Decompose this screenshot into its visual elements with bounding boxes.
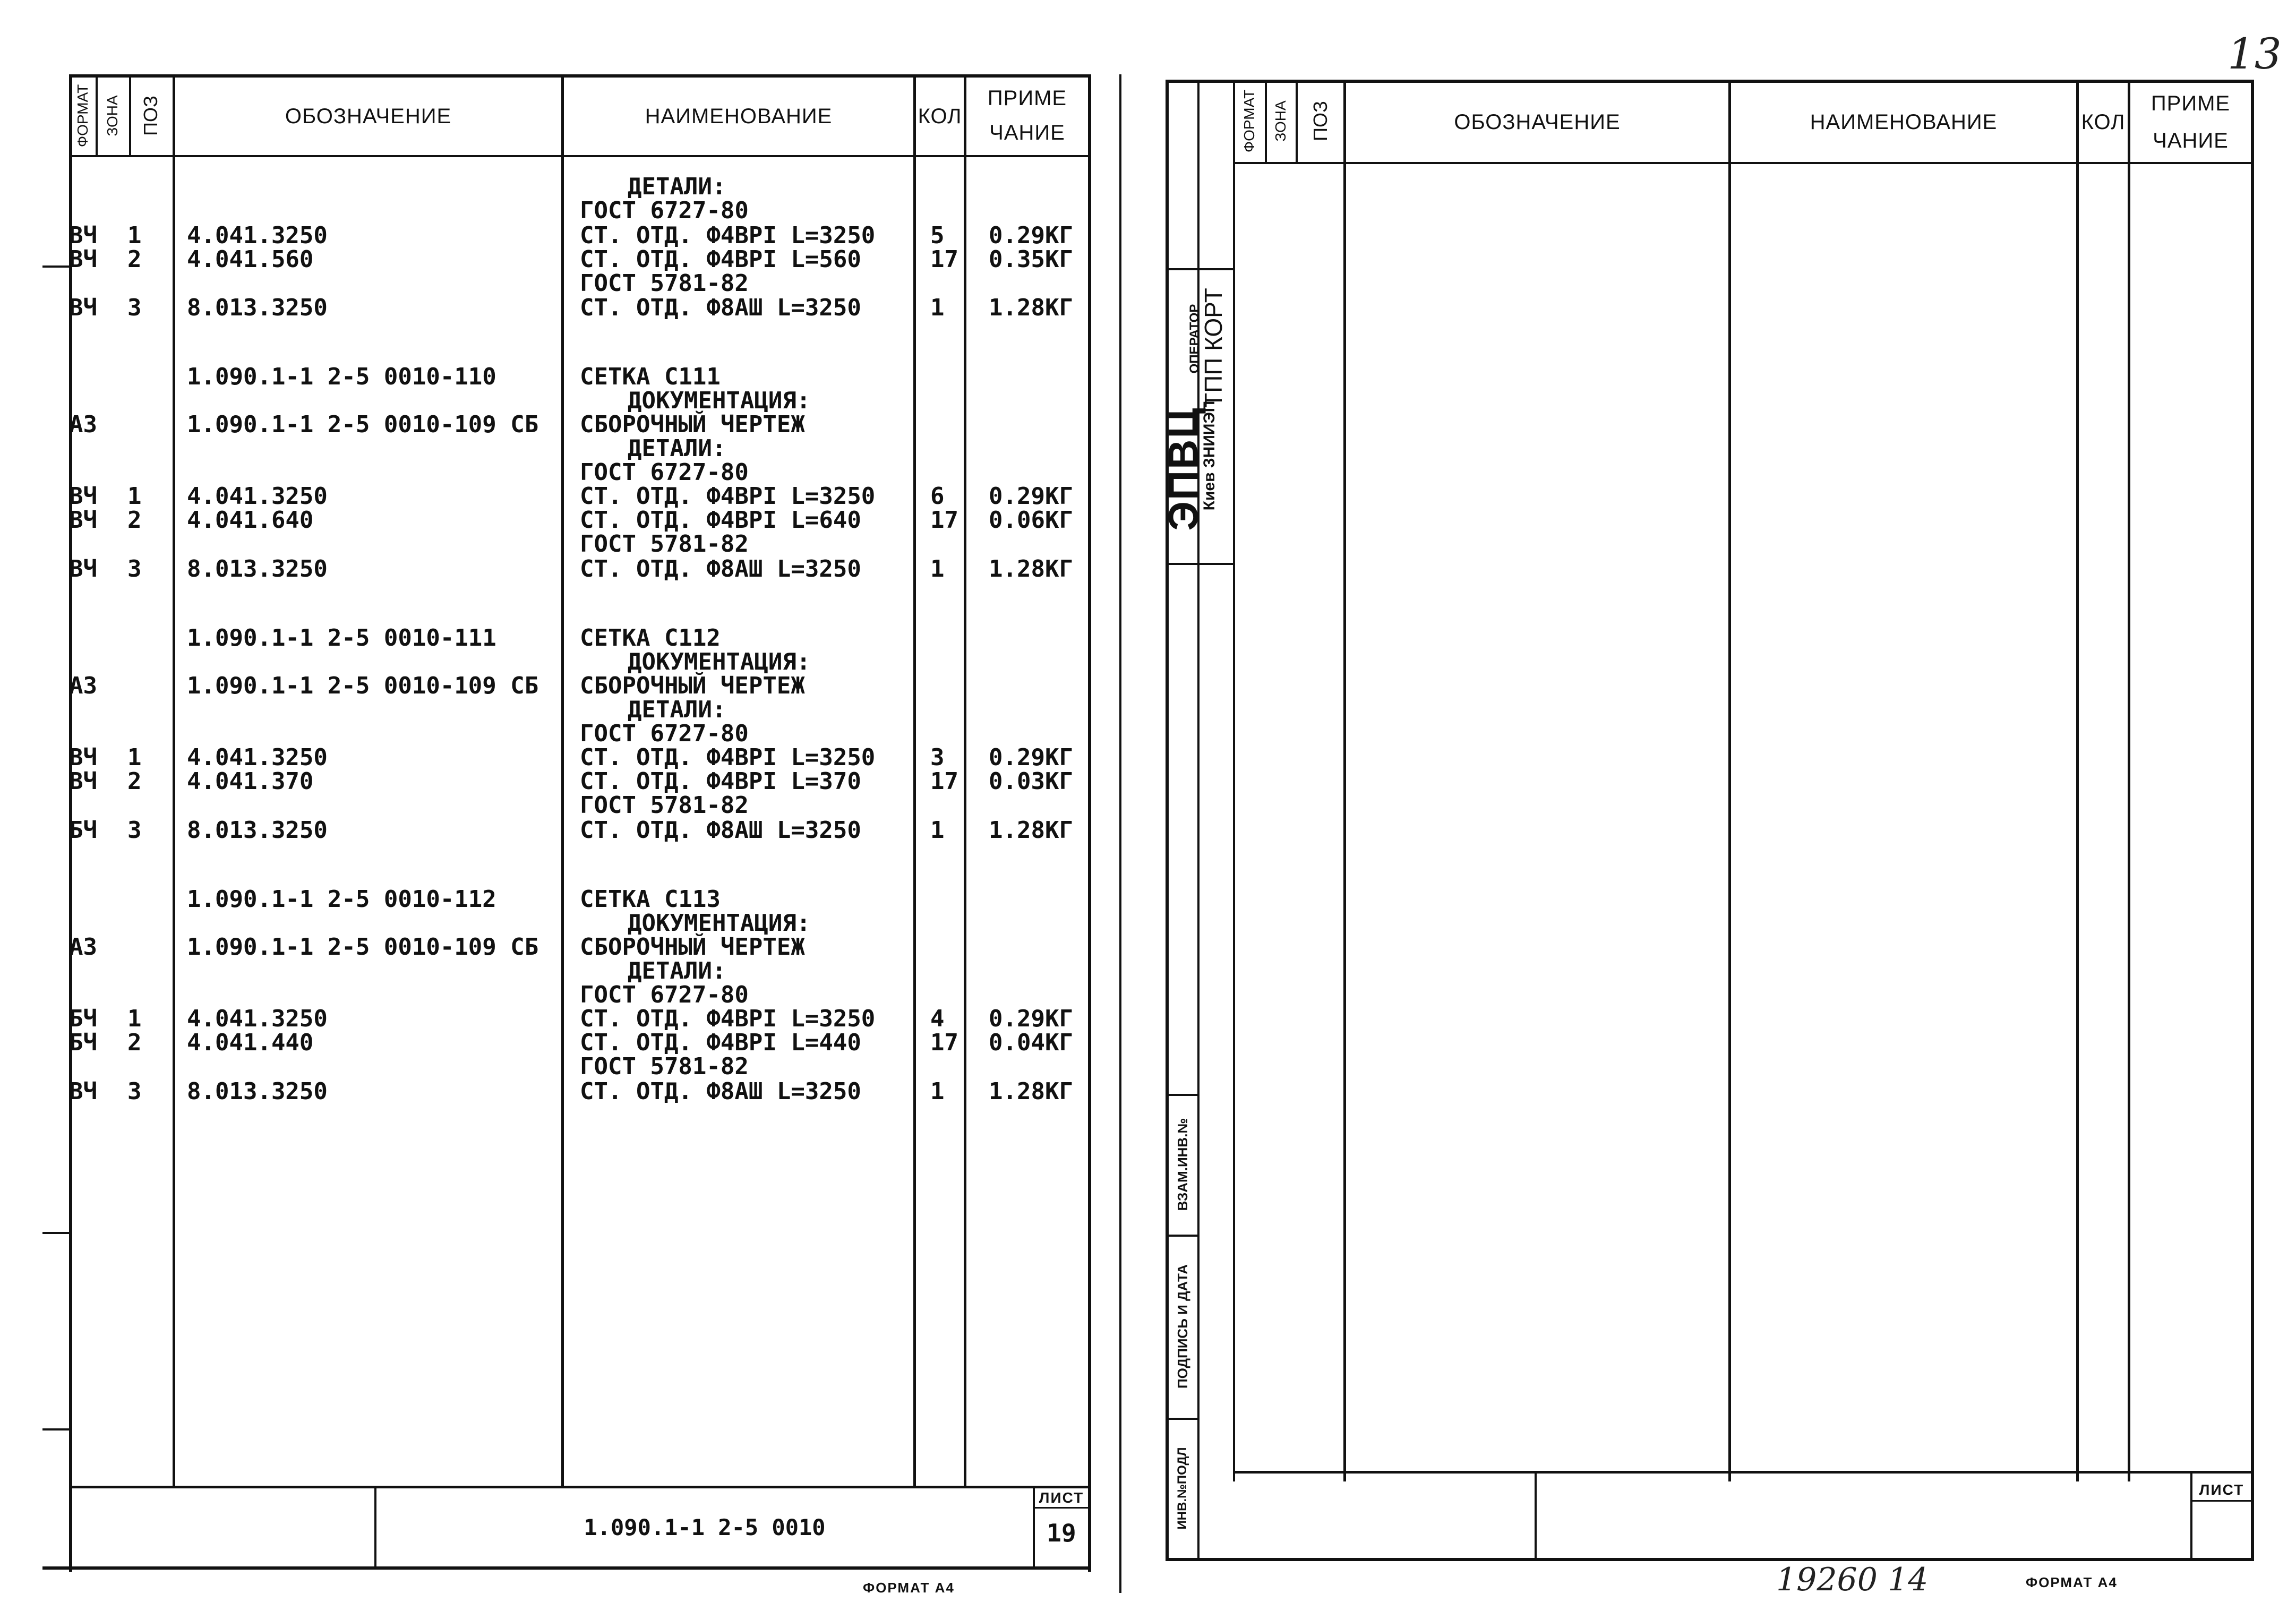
cell-fmt: БЧ <box>69 1029 97 1056</box>
cell-fmt: А3 <box>69 411 97 438</box>
cell-note: 0.04КГ <box>989 1029 1073 1056</box>
cell-name: СТ. ОТД. Ф4ВРI L=370 <box>580 768 861 795</box>
cell-note: 0.29КГ <box>989 222 1073 249</box>
cell-name: ДОКУМЕНТАЦИЯ: <box>628 910 811 937</box>
cell-name: ГОСТ 5781-82 <box>580 792 749 819</box>
cell-note: 0.06КГ <box>989 507 1073 534</box>
cell-qty: 1 <box>930 817 945 844</box>
cell-pos: 3 <box>127 817 142 844</box>
cell-fmt: БЧ <box>69 817 97 844</box>
side-label-sign-date: ПОДПИСЬ И ДАТА <box>1174 1264 1190 1389</box>
right-header-pos: ПОЗ <box>1309 101 1331 141</box>
right-header-qty: КОЛ <box>2081 110 2126 134</box>
right-footer-sheet-label: ЛИСТ <box>2199 1481 2244 1498</box>
cell-des: 8.013.3250 <box>187 817 328 844</box>
cell-name: ДОКУМЕНТАЦИЯ: <box>628 387 811 414</box>
stamp-operator-label: ОПЕРАТОР <box>1187 304 1202 374</box>
cell-des: 8.013.3250 <box>187 294 328 321</box>
cell-fmt: БЧ <box>69 1005 97 1032</box>
cell-name: СЕТКА С111 <box>580 363 721 390</box>
cell-name: СБОРОЧНЫЙ ЧЕРТЕЖ <box>580 411 805 438</box>
cell-fmt: ВЧ <box>69 507 97 534</box>
cell-des: 4.041.3250 <box>187 483 328 510</box>
cell-fmt: А3 <box>69 933 97 961</box>
cell-name: ГОСТ 6727-80 <box>580 981 749 1008</box>
cell-name: СЕТКА С112 <box>580 624 721 652</box>
cell-name: СТ. ОТД. Ф4ВРI L=3250 <box>580 744 876 771</box>
cell-qty: 17 <box>930 507 958 534</box>
header-pos: ПОЗ <box>140 96 161 136</box>
cell-note: 0.29КГ <box>989 744 1073 771</box>
right-header-designation: ОБОЗНАЧЕНИЕ <box>1454 110 1621 134</box>
cell-des: 4.041.370 <box>187 768 314 795</box>
cell-note: 1.28КГ <box>989 294 1073 321</box>
right-header-zone: ЗОНА <box>1272 100 1289 142</box>
cell-name: ДОКУМЕНТАЦИЯ: <box>628 648 811 675</box>
cell-pos: 3 <box>127 1078 142 1105</box>
cell-des: 4.041.3250 <box>187 744 328 771</box>
cell-fmt: ВЧ <box>69 483 97 510</box>
cell-qty: 17 <box>930 246 958 273</box>
footer-sheet-label: ЛИСТ <box>1039 1489 1084 1506</box>
cell-note: 1.28КГ <box>989 1078 1073 1105</box>
right-format-label: ФОРМАТ А4 <box>2026 1574 2118 1590</box>
cell-fmt: ВЧ <box>69 1078 97 1105</box>
header-format: ФОРМАТ <box>74 84 91 148</box>
cell-fmt: ВЧ <box>69 222 97 249</box>
cell-pos: 1 <box>127 483 142 510</box>
right-header-format: ФОРМАТ <box>1241 89 1257 153</box>
cell-des: 1.090.1-1 2-5 0010-109 СБ <box>187 672 539 699</box>
cell-name: СТ. ОТД. Ф8АШ L=3250 <box>580 555 861 583</box>
cell-qty: 6 <box>930 483 945 510</box>
stamp-org: ЭПВЦ <box>1159 407 1206 531</box>
footer-doc-code: 1.090.1-1 2-5 0010 <box>584 1514 826 1540</box>
cell-name: СБОРОЧНЫЙ ЧЕРТЕЖ <box>580 933 805 961</box>
right-header-note-line1: ПРИМЕ <box>2151 91 2231 115</box>
cell-note: 1.28КГ <box>989 555 1073 583</box>
cell-name: ДЕТАЛИ: <box>628 696 726 723</box>
cell-note: 0.03КГ <box>989 768 1073 795</box>
cell-qty: 1 <box>930 294 945 321</box>
cell-des: 8.013.3250 <box>187 1078 328 1105</box>
cell-name: ДЕТАЛИ: <box>628 957 726 984</box>
cell-des: 4.041.440 <box>187 1029 314 1056</box>
header-note-line1: ПРИМЕ <box>987 86 1067 110</box>
cell-des: 8.013.3250 <box>187 555 328 583</box>
cell-pos: 2 <box>127 246 142 273</box>
cell-note: 1.28КГ <box>989 817 1073 844</box>
header-designation: ОБОЗНАЧЕНИЕ <box>285 104 452 128</box>
cell-name: ДЕТАЛИ: <box>628 173 726 200</box>
cell-qty: 3 <box>930 744 945 771</box>
cell-des: 1.090.1-1 2-5 0010-111 <box>187 624 496 652</box>
header-note-line2: ЧАНИЕ <box>989 121 1065 144</box>
cell-pos: 2 <box>127 768 142 795</box>
cell-name: СТ. ОТД. Ф4ВРI L=3250 <box>580 1005 876 1032</box>
cell-name: СТ. ОТД. Ф4ВРI L=560 <box>580 246 861 273</box>
cell-des: 1.090.1-1 2-5 0010-110 <box>187 363 496 390</box>
cell-pos: 2 <box>127 1029 142 1056</box>
cell-pos: 1 <box>127 222 142 249</box>
cell-qty: 17 <box>930 768 958 795</box>
cell-name: СБОРОЧНЫЙ ЧЕРТЕЖ <box>580 672 805 699</box>
cell-note: 0.29КГ <box>989 1005 1073 1032</box>
cell-fmt: ВЧ <box>69 246 97 273</box>
cell-des: 4.041.640 <box>187 507 314 534</box>
cell-des: 1.090.1-1 2-5 0010-112 <box>187 886 496 913</box>
cell-note: 0.29КГ <box>989 483 1073 510</box>
cell-pos: 3 <box>127 555 142 583</box>
cell-name: СТ. ОТД. Ф4ВРI L=440 <box>580 1029 861 1056</box>
cell-name: ГОСТ 5781-82 <box>580 1053 749 1080</box>
handwritten-number: 19260 14 <box>1776 1561 1929 1598</box>
cell-name: СТ. ОТД. Ф4ВРI L=3250 <box>580 483 876 510</box>
right-header-name: НАИМЕНОВАНИЕ <box>1810 110 1998 134</box>
format-label: ФОРМАТ А4 <box>863 1580 955 1596</box>
cell-name: СТ. ОТД. Ф8АШ L=3250 <box>580 294 861 321</box>
stamp-operator: ТПП КОРТ <box>1200 288 1227 408</box>
cell-des: 4.041.560 <box>187 246 314 273</box>
cell-qty: 4 <box>930 1005 945 1032</box>
footer-sheet-number: 19 <box>1047 1519 1076 1547</box>
page-number-top: 13 <box>2228 29 2282 79</box>
cell-des: 1.090.1-1 2-5 0010-109 СБ <box>187 933 539 961</box>
cell-name: ГОСТ 6727-80 <box>580 459 749 486</box>
header-qty: КОЛ <box>918 104 962 128</box>
cell-name: ДЕТАЛИ: <box>628 435 726 462</box>
stamp-city: Киев ЗНИИЭП <box>1201 400 1218 511</box>
cell-fmt: ВЧ <box>69 555 97 583</box>
cell-name: СТ. ОТД. Ф4ВРI L=3250 <box>580 222 876 249</box>
cell-name: СТ. ОТД. Ф8АШ L=3250 <box>580 1078 861 1105</box>
cell-name: ГОСТ 6727-80 <box>580 720 749 747</box>
header-name: НАИМЕНОВАНИЕ <box>645 104 833 128</box>
cell-note: 0.35КГ <box>989 246 1073 273</box>
cell-name: СЕТКА С113 <box>580 886 721 913</box>
cell-name: ГОСТ 6727-80 <box>580 197 749 224</box>
cell-des: 4.041.3250 <box>187 222 328 249</box>
cell-pos: 1 <box>127 1005 142 1032</box>
cell-fmt: А3 <box>69 672 97 699</box>
right-header-note-line2: ЧАНИЕ <box>2153 129 2229 152</box>
cell-qty: 17 <box>930 1029 958 1056</box>
cell-qty: 1 <box>930 555 945 583</box>
cell-qty: 5 <box>930 222 945 249</box>
cell-name: СТ. ОТД. Ф8АШ L=3250 <box>580 817 861 844</box>
side-label-replace-inv: ВЗАМ.ИНВ.№ <box>1174 1118 1190 1211</box>
cell-qty: 1 <box>930 1078 945 1105</box>
cell-name: СТ. ОТД. Ф4ВРI L=640 <box>580 507 861 534</box>
cell-fmt: ВЧ <box>69 768 97 795</box>
cell-des: 4.041.3250 <box>187 1005 328 1032</box>
cell-pos: 2 <box>127 507 142 534</box>
cell-pos: 1 <box>127 744 142 771</box>
header-zone: ЗОНА <box>104 95 121 136</box>
cell-des: 1.090.1-1 2-5 0010-109 СБ <box>187 411 539 438</box>
cell-fmt: ВЧ <box>69 294 97 321</box>
cell-fmt: ВЧ <box>69 744 97 771</box>
cell-name: ГОСТ 5781-82 <box>580 530 749 558</box>
cell-name: ГОСТ 5781-82 <box>580 270 749 297</box>
cell-pos: 3 <box>127 294 142 321</box>
side-label-inv-orig: ИНВ.№ПОДЛ <box>1175 1447 1189 1530</box>
